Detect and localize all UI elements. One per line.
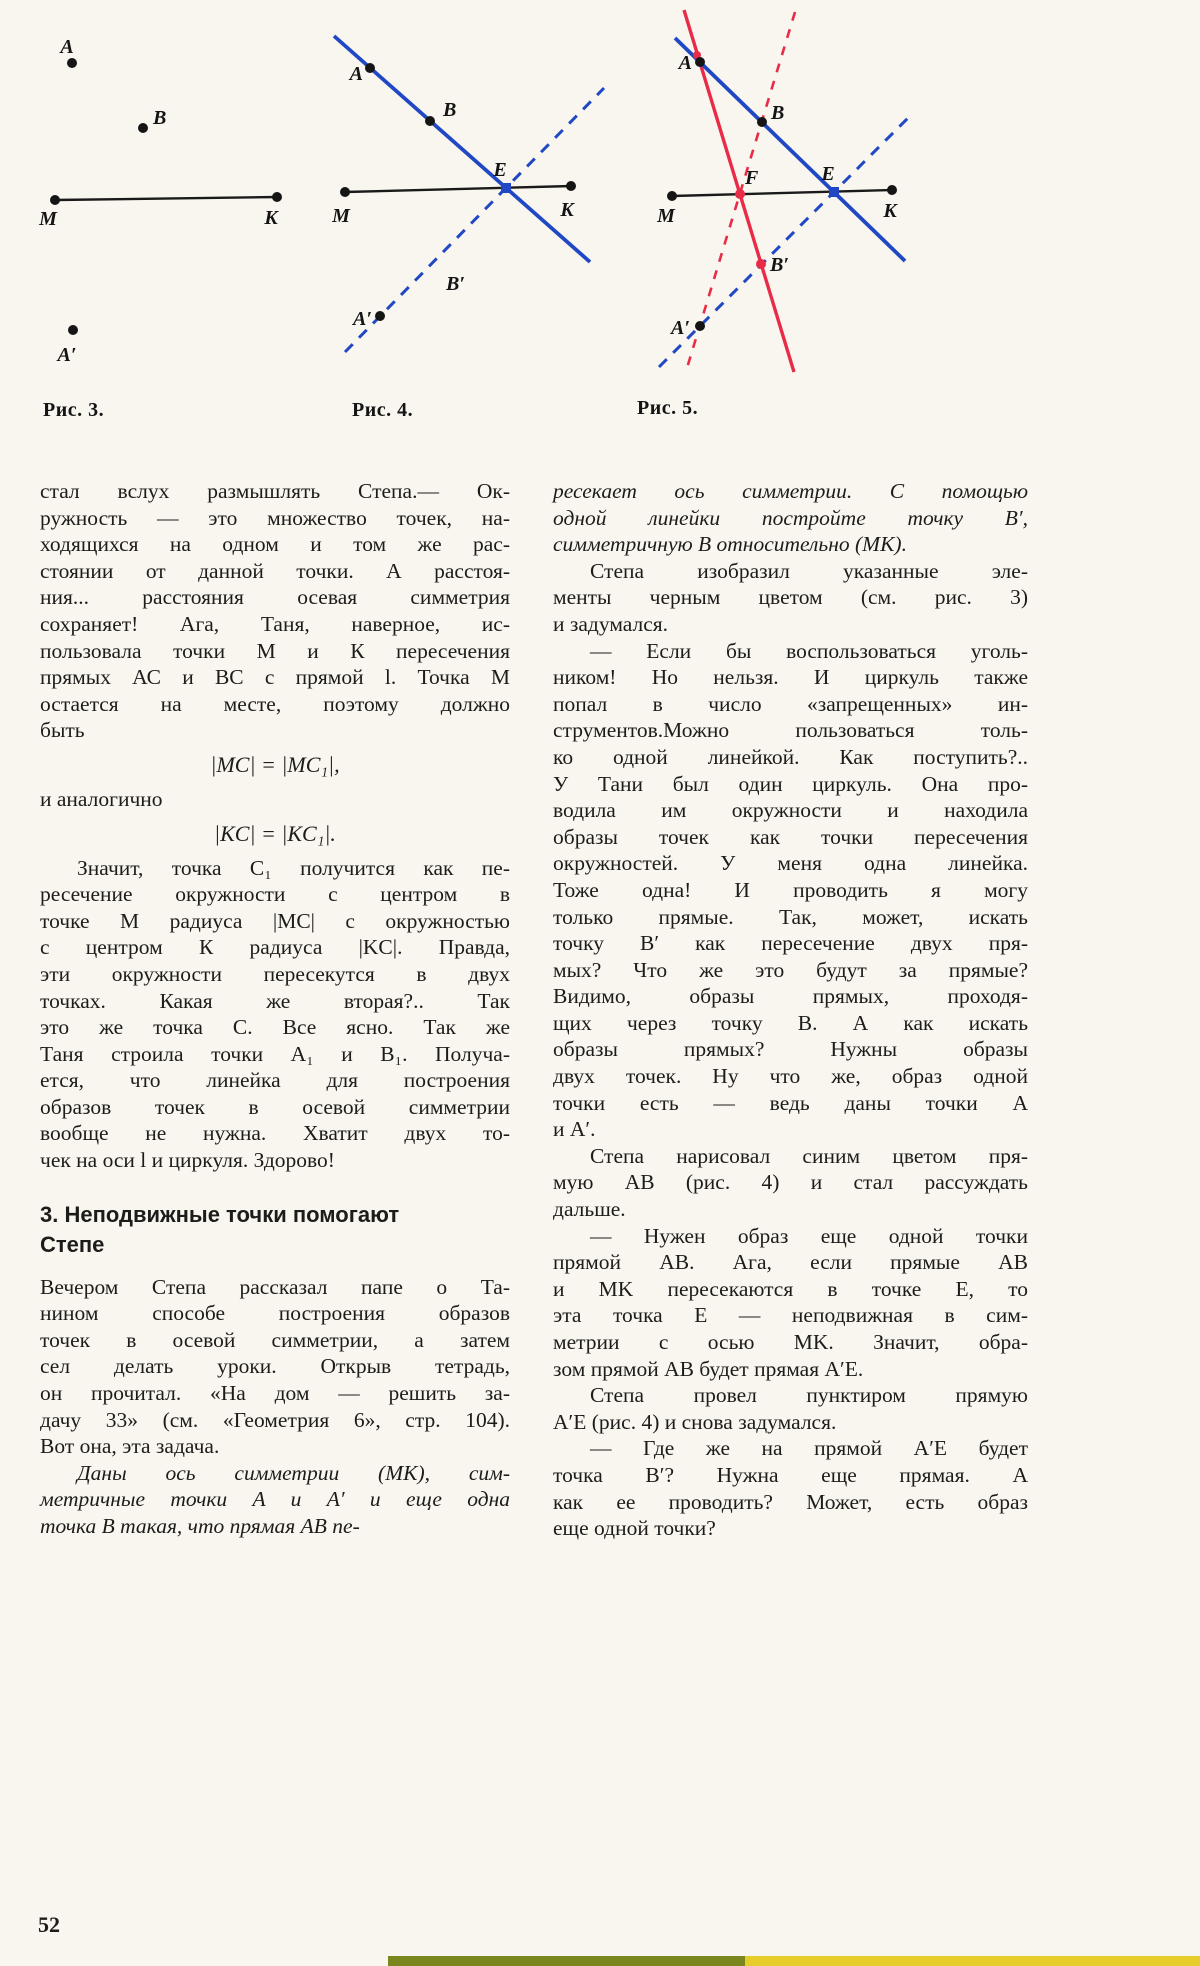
section-heading (40, 1200, 510, 1260)
label-K: K (883, 200, 897, 222)
page-number: 52 (38, 1912, 60, 1937)
label-M: M (332, 205, 350, 227)
point-A (67, 58, 77, 68)
text-line: ко одной линейкой. Как поступить?.. (553, 744, 1028, 769)
paragraph (40, 1274, 510, 1460)
point-M (340, 187, 350, 197)
strip-olive-segment (388, 1956, 745, 1966)
text-line: ния... расстояния осевая симметрия (40, 585, 510, 610)
text-line: точек в осевой симметрии, а затем (40, 1327, 510, 1352)
segment-MK (672, 190, 892, 196)
label-B-prime: B′ (770, 254, 789, 276)
text-line: точки есть — ведь даны точки A (553, 1090, 1028, 1115)
text-line: точка B такая, что прямая AB пе- (40, 1514, 360, 1538)
text-line: образы прямых? Нужны образы (553, 1037, 1028, 1062)
text-line: ресекает ось симметрии. С помощью (553, 479, 1028, 503)
text-line: окружностей. У меня одна линейка. (553, 851, 1028, 876)
figure-3 (30, 20, 310, 380)
text-line: эта точка E — неподвижная в сим- (553, 1303, 1028, 1328)
text-line: эти окружности пересекутся в двух (40, 961, 510, 986)
formula (40, 750, 510, 780)
paragraph (553, 1382, 1028, 1435)
segment-MK (55, 197, 277, 200)
text-line: и MK пересекаются в точке E, то (553, 1276, 1028, 1301)
label-K: K (560, 199, 574, 221)
point-A (365, 63, 375, 73)
text-line: Видимо, образы прямых, проходя- (553, 984, 1028, 1009)
text-line: прямых АС и ВС с прямой l. Точка М (40, 665, 510, 690)
text-line: как ее проводить? Может, есть образ (553, 1489, 1028, 1514)
text-line: остается на месте, поэтому должно (40, 691, 510, 716)
point-F (735, 189, 745, 199)
text-line: Степа нарисовал синим цветом пря- (590, 1143, 1028, 1168)
label-B: B (153, 107, 167, 129)
text-column-left (40, 478, 510, 1540)
text-line: сел делать уроки. Открыв тетрадь, (40, 1354, 510, 1379)
text-line: еще одной точки? (553, 1516, 716, 1541)
text-line: Даны ось симметрии (MK), сим- (77, 1460, 510, 1485)
text-line: двух точек. Ну что же, образ одной (553, 1064, 1028, 1089)
text-line: с центром К радиуса |KC|. Правда, (40, 935, 510, 960)
label-B-prime: B′ (446, 273, 465, 295)
text-line: Степа провел пунктиром прямую (590, 1383, 1028, 1408)
text-column-right (553, 478, 1028, 1542)
point-K (272, 192, 282, 202)
text-line: образов точек в осевой симметрии (40, 1094, 510, 1119)
text-line: мую AB (рис. 4) и стал рассуждать (553, 1170, 1028, 1195)
point-A-prime (695, 321, 705, 331)
text-line: ником! Но нельзя. И циркуль также (553, 665, 1028, 690)
text-line: Вечером Степа рассказал папе о Та- (40, 1274, 510, 1299)
text-line: нином способе построения образов (40, 1301, 510, 1326)
text-line: ется, что линейка для построения (40, 1068, 510, 1093)
point-M (50, 195, 60, 205)
paragraph (40, 1460, 510, 1540)
text-line: чек на оси l и циркуля. Здорово! (40, 1148, 335, 1173)
point-A-prime (68, 325, 78, 335)
paragraph (553, 558, 1028, 638)
label-E: E (821, 163, 835, 185)
figure-4 (330, 20, 626, 365)
text-line: — Нужен образ еще одной точки (590, 1223, 1028, 1248)
strip-yellow-segment (745, 1956, 1200, 1966)
point-K (887, 185, 897, 195)
line-AB (675, 38, 905, 261)
label-M: M (657, 205, 675, 227)
paragraph (40, 855, 510, 1174)
point-B (138, 123, 148, 133)
text-line: |MC| = |MC₁|, (210, 751, 340, 777)
text-line: дальше. (553, 1197, 626, 1222)
text-line: Значит, точка C₁ получится как пе- (77, 855, 510, 880)
label-K: K (264, 207, 278, 229)
label-A-prime: A′ (671, 317, 690, 339)
label-A: A (678, 52, 692, 74)
text-line: это же точка С. Все ясно. Так же (40, 1015, 510, 1040)
figure-5 (650, 5, 970, 385)
point-M (667, 191, 677, 201)
text-line: A′E (рис. 4) и снова задумался. (553, 1409, 837, 1434)
paragraph (553, 1223, 1028, 1383)
text-line: только прямые. Так, может, искать (553, 904, 1028, 929)
point-A (695, 57, 705, 67)
text-line: стоянии от данной точки. А расстоя- (40, 558, 510, 583)
label-A-prime: A′ (57, 344, 77, 366)
text-line: метричные точки A и A′ и еще одна (40, 1487, 510, 1512)
text-line: — Где же на прямой A′E будет (590, 1436, 1028, 1461)
bottom-color-strip (388, 1956, 1200, 1966)
label-A: A (349, 63, 363, 85)
text-line: Степе (40, 1231, 105, 1257)
text-line: дачу 33» (см. «Геометрия 6», стр. 104). (40, 1407, 510, 1432)
text-line: щих через точку B. А как искать (553, 1010, 1028, 1035)
point-B (425, 116, 435, 126)
text-line: прямой AB. Ага, если прямые AB (553, 1250, 1028, 1275)
point-B (757, 117, 767, 127)
text-line: 3. Неподвижные точки помогают (40, 1201, 400, 1227)
text-line: ходящихся на одном и том же рас- (40, 532, 510, 557)
text-line: точке М радиуса |MC| с окружностью (40, 908, 510, 933)
label-M: M (39, 208, 57, 230)
paragraph (553, 1435, 1028, 1541)
paragraph (553, 478, 1028, 558)
paragraph (553, 1143, 1028, 1223)
text-line: симметричную B относительно (MK). (553, 532, 907, 557)
text-line: У Тани был один циркуль. Она про- (553, 771, 1028, 796)
text-line: и аналогично (40, 786, 163, 811)
text-line: точках. Какая же вторая?.. Так (40, 988, 510, 1013)
text-line: одной линейки постройте точку B′, (553, 505, 1028, 530)
point-E-marker (829, 187, 839, 197)
paragraph (40, 786, 510, 813)
label-A: A (60, 36, 74, 58)
formula (40, 819, 510, 849)
text-line: точку B′ как пересечение двух пря- (553, 931, 1028, 956)
text-line: он прочитал. «На дом — решить за- (40, 1381, 510, 1406)
point-A-prime (375, 311, 385, 321)
text-line: зом прямой AB будет прямая A′E. (553, 1356, 864, 1381)
text-line: сохраняет! Ага, Таня, наверное, ис- (40, 611, 510, 636)
text-line: Степа изобразил указанные эле- (590, 558, 1028, 583)
paragraph (553, 638, 1028, 1143)
text-line: менты черным цветом (см. рис. 3) (553, 585, 1028, 610)
label-B: B (443, 99, 457, 121)
text-line: водила им окружности и находила (553, 798, 1028, 823)
text-line: Тоже одна! И проводить я могу (553, 877, 1028, 902)
text-line: |KC| = |KC₁|. (214, 820, 336, 846)
text-line: мых? Что же это будут за прямые? (553, 957, 1028, 982)
text-line: образы точек как точки пересечения (553, 824, 1028, 849)
point-B-prime (756, 259, 766, 269)
text-line: и задумался. (553, 611, 669, 636)
point-E-marker (501, 183, 511, 193)
text-line: пользовала точки М и К пересечения (40, 638, 510, 663)
figure-4-caption: Рис. 4. (352, 399, 414, 421)
text-line: струментов.Можно пользоваться толь- (553, 718, 1028, 743)
label-E: E (493, 159, 507, 181)
text-line: Вот она, эта задача. (40, 1434, 220, 1459)
paragraph (40, 478, 510, 744)
text-line: быть (40, 718, 85, 743)
text-line: попал в число «запрещенных» ин- (553, 691, 1028, 716)
text-line: стал вслух размышлять Степа.— Ок- (40, 479, 510, 503)
figure-3-caption: Рис. 3. (43, 399, 105, 421)
text-line: и A′. (553, 1117, 596, 1142)
text-line: ружность — это множество точек, на- (40, 505, 510, 530)
label-F: F (745, 167, 759, 189)
label-A-prime: A′ (353, 308, 372, 330)
text-line: — Если бы воспользоваться уголь- (590, 638, 1028, 663)
segment-MK (345, 186, 572, 192)
text-line: метрии с осью MK. Значит, обра- (553, 1330, 1028, 1354)
label-B: B (771, 102, 785, 124)
figure-5-caption: Рис. 5. (637, 397, 699, 419)
point-K (566, 181, 576, 191)
text-line: Таня строила точки A₁ и B₁. Получа- (40, 1041, 510, 1066)
text-line: точка B′? Нужна еще прямая. А (553, 1462, 1028, 1487)
text-line: ресечение окружности с центром в (40, 882, 510, 907)
text-line: вообще не нужна. Хватит двух то- (40, 1121, 510, 1146)
